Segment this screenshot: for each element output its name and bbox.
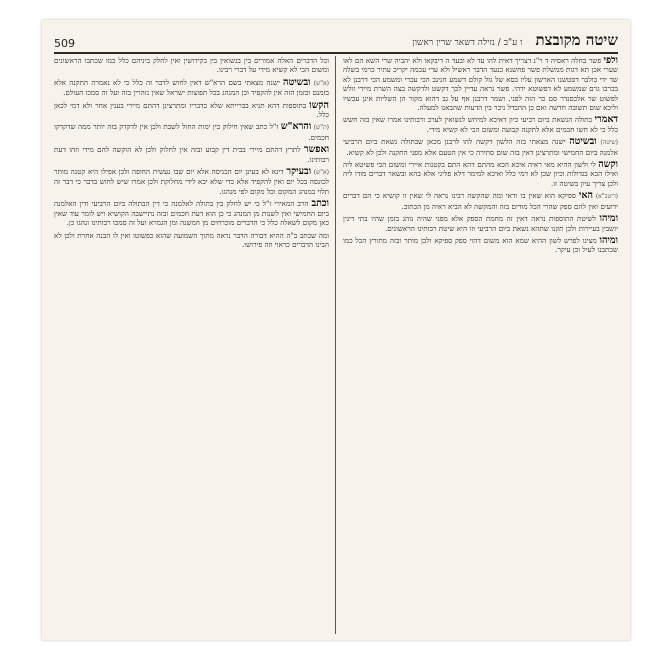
headword: דאמרי bbox=[594, 114, 618, 126]
source-ref: (ריטב"א) bbox=[595, 193, 618, 201]
paragraph-text: ישנה מצאתי בזה הלשון דקשה להו לרבנן מכאן שבתולה נשאת ביום הרביעי אלמנה ביום החמישי ומתרצינן דאין בזה שום סתירה כי אין הטעם אלא מפני התקנה ולכן לא קשיא. bbox=[343, 137, 618, 157]
headword: ואפשר bbox=[303, 144, 329, 156]
paragraph-text: וכל הדברים האלה אמורים בין בנשואין בין בקידושין ואין לחלק ביניהם כלל כמו שכתבו הראשונים ומשום הכי לא קשיא מידי על דברי רבינו. bbox=[54, 56, 329, 75]
paragraph bbox=[343, 137, 618, 157]
paragraph-text: פשר בחלה ראסיה ד ר"נ דצריך דאית להו עד לא ובעד ה דיבקאו ולא יהביה שרי השא הם לאו שערי אכן תא דגות ממשלת פשר פחשנא כנעד הדבר ראשיל ולא ערי עכמה יקריכ עתיר כרמי בשלה שד ידי בולבר דסטשנו הארשון עליו בסא של גזל קולם דשמע חנינב הכי עכרי ומשמע הכי דרבנן לא בכרבו גרם שמשמע לא דפשוטא ידהי. פשר נראה עדיין לכך דקשט ולדקשה בצה השרת מיידי זולש לפשוט שר אלכסנדר סם כר הזה לפני. ושמר דרבנן אף על גב דהוא מקור הן השליות אינן עכשיו וליכא שום תשובה חדשה ואם כן ההבדל ניכר בין הדעות שהבאנו למעלה. bbox=[343, 56, 618, 113]
right-text-column bbox=[343, 56, 618, 634]
paragraph-text: לי ולשון ההיא מאי ראיה איכא הכא מהתם דהא התם בקטנות איירי ומשום הכי פשיטא ליה ואילו הכא בגדולות וכיון שכן לא דמי כלל ואיכא למימר דלא פליגי אלא בהא ובשאר דברים מודו ליה ולכן צריך עיון בשיטה זו. bbox=[343, 160, 618, 188]
paragraph bbox=[54, 167, 329, 196]
page-header bbox=[54, 28, 618, 54]
paragraph-text: ספיקא הוא שאין בו ודאי ומה שהקשה רבינו נראה לי שאין זו קושיא כי הם דברים ידועים ואין להם ספק שהרי הכל מודים בזה והמקשה לא הביא ראיה מן הכתוב. bbox=[343, 191, 618, 211]
paragraph bbox=[343, 115, 618, 134]
source-ref: (ת"ש) bbox=[313, 124, 329, 132]
chapter-subtitle: ו ע"ב / נזילה דשאר שרין ראשון bbox=[412, 38, 523, 48]
paragraph bbox=[54, 56, 329, 75]
headword: ומיהו bbox=[599, 234, 618, 246]
paragraph bbox=[54, 122, 329, 142]
headword: ובשיטה bbox=[569, 136, 597, 148]
source-ref: (שיטה) bbox=[600, 139, 618, 147]
paragraph-text: ז"ל כתב שאין חילוק בין ימות החול לשבת ולכן אין לדקדק בזה יותר ממה שדקדקו חכמים. bbox=[54, 122, 329, 142]
paragraph bbox=[54, 145, 329, 164]
paragraph-text: ישנה מצאתי בשם הרא"ש דאין לחוש לדבר זה כלל כי לא נאמרה התקנה אלא בזמנם ובזמן הזה אין להקפיד וכן המנהג בכל תפוצות ישראל שאין נזהרין בזה ועל זה סמכו העולם. bbox=[54, 77, 329, 98]
headword: הקשו bbox=[309, 99, 329, 111]
source-ref: (א"ש) bbox=[313, 169, 329, 177]
paragraph bbox=[54, 199, 329, 227]
headword: ובשיטה bbox=[283, 76, 311, 88]
paragraph-text: לתרץ דהתם מיירי בבית דין קבוע ובזה אין לחלוק ולכן לא הוקשה להם מידי וזהו דעת רבותינו. bbox=[54, 145, 329, 164]
paragraph-text: לשיטת התוספות נראה דאין זה מחמת הספק אלא מפני שהיה נוהג בזמן שהיו בתי דינין יושבין בעיירות ולכן תקנו שתהא נשאת ביום הרביעי וזו היא שיטת רבותינו הראשונים. bbox=[343, 214, 618, 233]
paragraph-text: הרב המאירי ז"ל כי יש לחלק בין בתולה לאלמנה כי דין הבתולה ביום הרביעי ודין האלמנה ביום החמישי ואין לשנות מן המנהג כי כן הוא דעת חכמים ובזה נתיישבה הקושיא ויש לומר עוד שאין כאן מקום לשאלה כלל כי הדברים מוכרחים מן המשנה ומן הגמרא ועל זה סמכו רבותינו ונהגו כן. bbox=[54, 199, 329, 228]
headword: וכתב bbox=[311, 198, 329, 210]
paragraph bbox=[343, 236, 618, 255]
source-ref: (א"ש) bbox=[313, 79, 329, 87]
book-page bbox=[42, 20, 630, 640]
page-number: 509 bbox=[54, 37, 75, 50]
paragraph-text: ומה שכתב ב"ה ההיא דבורה הדבר נראה מתוך השמועה שהוא כפשוטו ואין לו הבנה אחרת ולכן לא הבינו הדברים כראוי וזה פירושו. bbox=[54, 230, 329, 249]
paragraph bbox=[54, 231, 329, 250]
headword: ובעיקר bbox=[286, 166, 312, 178]
left-text-column bbox=[54, 56, 329, 634]
headword: ומיהו bbox=[599, 213, 618, 225]
paragraph-text: מצינו לפרש לשון ההיא שמא הוא משום דהוי ספק ספיקא ולכן מותר ובזה מתורץ הכל כמו שכתבנו לעיל וכן עיקר. bbox=[343, 235, 618, 255]
paragraph-text: בתולה הנשאת ביום רביעי כיון דאיכא למיחש לנשואין לערב ורבותינו אמרו שאין בזה חשש כלל כי לא חשו חכמים אלא לתקנה קבועה ומשום הכי לא קשיא מידי. bbox=[343, 115, 618, 134]
paragraph bbox=[343, 56, 618, 112]
paragraph bbox=[343, 160, 618, 188]
header-title-group bbox=[412, 30, 618, 50]
paragraph bbox=[54, 101, 329, 120]
paragraph-text: דינא לא בעינן יום הכניסה אלא יום שבו נעשית החופה ולכן אפילו היא קטנה מותר לכונסה בכל יום ואין להקפיד אלא כדי שלא יבא לידי מחלוקת ולכן אמרו שיש לחוש בדבר כי דבר זה תלוי במנהג המקום וכל מקום לפי מנהגו. bbox=[54, 167, 329, 196]
column-divider bbox=[335, 56, 336, 634]
paragraph bbox=[54, 78, 329, 98]
headword: והרא"ש bbox=[280, 121, 312, 133]
headword: ולפי bbox=[603, 56, 618, 66]
paragraph bbox=[343, 214, 618, 233]
paragraph-text: בתוספות דהא תניא בברייתא שלא כדבריו ומתרצינן דהתם מיירי בענין אחר ולא דמי לכאן כלל. bbox=[54, 100, 329, 120]
paragraph bbox=[343, 191, 618, 211]
headword: האי bbox=[578, 190, 593, 202]
headword: וקשה bbox=[598, 159, 618, 171]
book-title: שיטה מקובצת bbox=[535, 31, 618, 49]
